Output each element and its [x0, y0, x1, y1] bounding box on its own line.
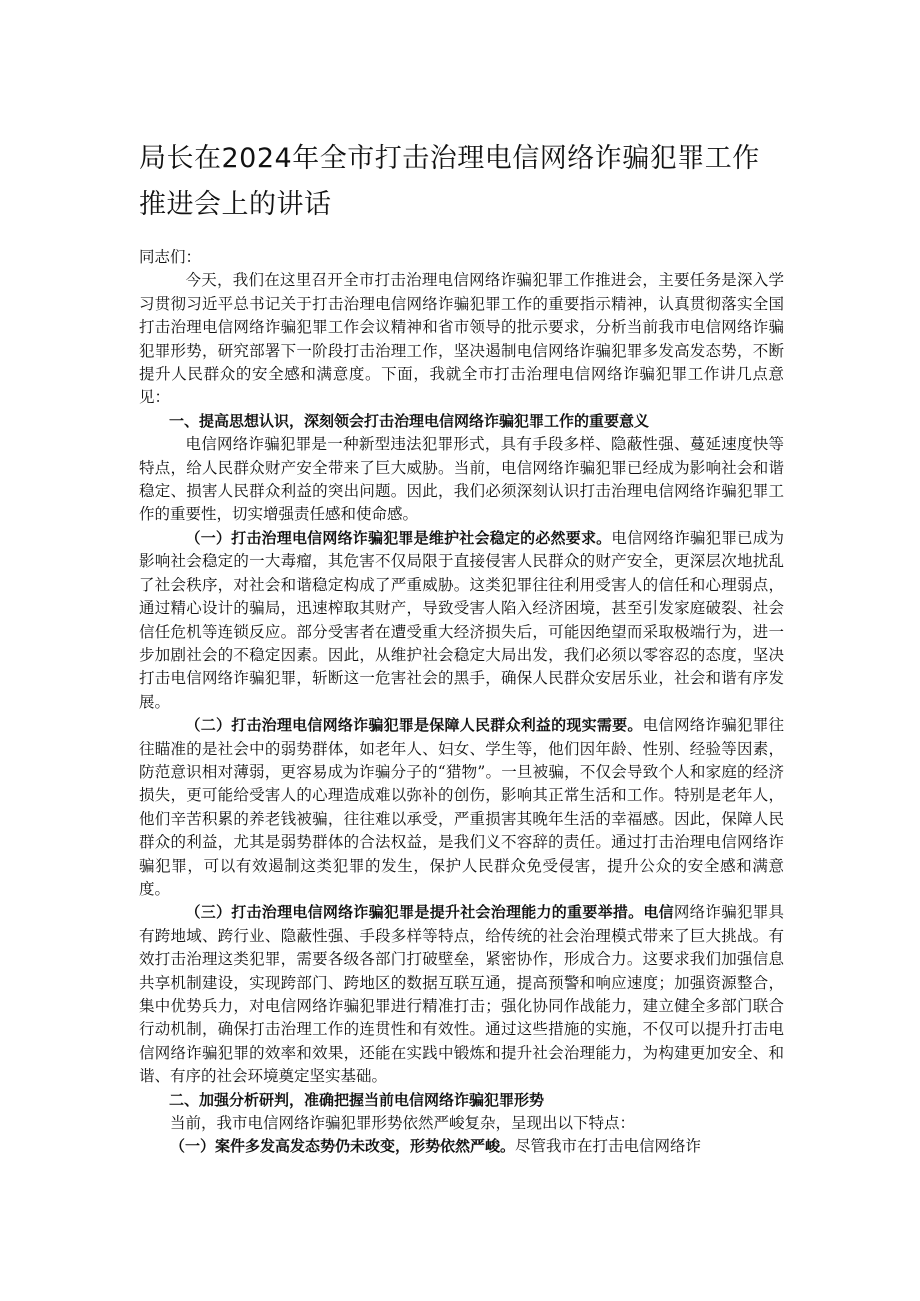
- point-1-text: 电信网络诈骗犯罪已成为影响社会稳定的一大毒瘤，其危害不仅局限于直接侵害人民群众的财产安全，更深层次地扰乱了社会秩序，对社会和谐稳定构成了严重威胁。这类犯罪往往利用受害人的信任和心理弱点，通过精心设计的骗局，迅速榨取其财产，导致受害人陷入经济困境，甚至引发家庭破裂、社会信任危机等连锁反应。部分受害者在遭受重大经济损失后，可能因绝望而采取极端行为，进一步加剧社会的不稳定因素。因此，从维护社会稳定大局出发，我们必须以零容忍的态度，坚决打击电信网络诈骗犯罪，斩断这一危害社会的黑手，确保人民群众安居乐业，社会和谐有序发展。: [139, 528, 784, 711]
- point-3-lead: （三）打击治理电信网络诈骗犯罪是提升社会治理能力的重要举措。电信: [185, 903, 674, 922]
- intro-paragraph: 今天，我们在这里召开全市打击治理电信网络诈骗犯罪工作推进会，主要任务是深入学习贯彻习近平总书记关于打击治理电信网络诈骗犯罪工作的重要指示精神，认真贯彻落实全国打击治理电信网络诈骗犯罪工作会议精神和省市领导的批示要求，分析当前我市电信网络诈骗犯罪形势，研究部署下一阶段打击治理工作，坚决遏制电信网络诈骗犯罪多发高发态势，不断提升人民群众的安全感和满意度。下面，我就全市打击治理电信网络诈骗犯罪工作讲几点意见：: [139, 271, 784, 407]
- section-2-point-1-text: 尽管我市在打击电信网络诈: [515, 1137, 702, 1156]
- title-line-2: 推进会上的讲话: [139, 189, 332, 220]
- salutation: 同志们：: [139, 248, 202, 266]
- point-3-text: 网络诈骗犯罪具有跨地域、跨行业、隐蔽性强、手段多样等特点，给传统的社会治理模式带来了巨大挑战。有效打击治理这类犯罪，需要各级各部门打破壁垒，紧密协作，形成合力。这要求我们加强信息共享机制建设，实现跨部门、跨地区的数据互联互通，提高预警和响应速度；加强资源整合，集中优势兵力，对电信网络诈骗犯罪进行精准打击；强化协同作战能力，建立健全多部门联合行动机制，确保打击治理工作的连贯性和有效性。通过这些措施的实施，不仅可以提升打击电信网络诈骗犯罪的效率和效果，还能在实践中锻炼和提升社会治理能力，为构建更加安全、和谐、有序的社会环境奠定坚实基础。: [139, 903, 784, 1086]
- point-2-paragraph: [139, 714, 784, 901]
- section-1-paragraph: 电信网络诈骗犯罪是一种新型违法犯罪形式，具有手段多样、隐蔽性强、蔓延速度快等特点，给人民群众财产安全带来了巨大威胁。当前，电信网络诈骗犯罪已经成为影响社会和谐稳定、损害人民群众利益的突出问题。因此，我们必须深刻认识打击治理电信网络诈骗犯罪工作的重要性，切实增强责任感和使命感。: [139, 435, 784, 524]
- point-2-text: 电信网络诈骗犯罪往往瞄准的是社会中的弱势群体，如老年人、妇女、学生等，他们因年龄、性别、经验等因素，防范意识相对薄弱，更容易成为诈骗分子的“猎物”。一旦被骗，不仅会导致个人和家庭的经济损失，更可能给受害人的心理造成难以弥补的创伤，影响其正常生活和工作。特别是老年人，他们辛苦积累的养老钱被骗，往往难以承受，严重损害其晚年生活的幸福感。因此，保障人民群众的利益，尤其是弱势群体的合法权益，是我们义不容辞的责任。通过打击治理电信网络诈骗犯罪，可以有效遏制这类犯罪的发生，保护人民群众免受侵害，提升公众的安全感和满意度。: [139, 716, 784, 898]
- section-2-point-1-paragraph: [139, 1135, 784, 1158]
- title-line-1: 局长在2024年全市打击治理电信网络诈骗犯罪工作: [139, 143, 760, 174]
- section-1-heading: 一、提高思想认识，深刻领会打击治理电信网络诈骗犯罪工作的重要意义: [169, 411, 650, 430]
- document-title: [139, 136, 784, 228]
- point-3-paragraph: [139, 901, 784, 1088]
- point-2-lead: （二）打击治理电信网络诈骗犯罪是保障人民群众利益的现实需要。: [185, 716, 643, 735]
- section-2-paragraph: 当前，我市电信网络诈骗犯罪形势依然严峻复杂，呈现出以下特点：: [170, 1114, 636, 1133]
- section-2-point-1-lead: （一）案件多发高发态势仍未改变，形势依然严峻。: [170, 1137, 516, 1156]
- document-body: [139, 246, 784, 1159]
- point-1-paragraph: [139, 527, 784, 714]
- point-1-lead: （一）打击治理电信网络诈骗犯罪是维护社会稳定的必然要求。: [185, 528, 612, 547]
- section-2-heading: 二、加强分析研判，准确把握当前电信网络诈骗犯罪形势: [169, 1090, 545, 1109]
